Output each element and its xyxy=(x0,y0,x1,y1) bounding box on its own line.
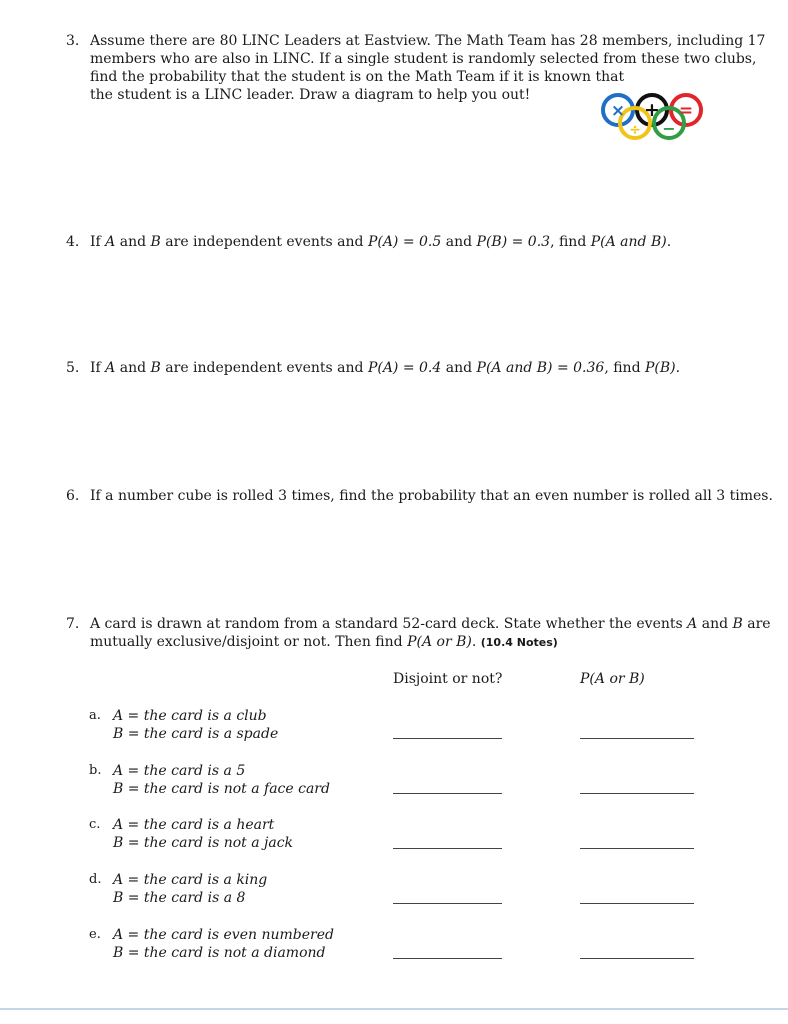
q5-target: P(B) xyxy=(644,360,676,376)
q7-line-1 xyxy=(90,615,771,633)
q7-line1-before: A card is drawn at random from a standard 52-card deck. State whether the events xyxy=(90,616,688,632)
q7d-letter: d. xyxy=(89,872,102,887)
q7d-event-b: B = the card is a 8 xyxy=(113,890,246,906)
col-header-probability: P(A or B) xyxy=(580,671,645,687)
q7-notes-ref: (10.4 Notes) xyxy=(480,636,558,649)
q4-text-before: If xyxy=(90,234,106,250)
q3-line-2: members who are also in LINC. If a single student is randomly selected from these two clubs, xyxy=(90,51,757,67)
q4-given-2: P(B) = 0.3 xyxy=(476,234,551,250)
q3-line-3: find the probability that the student is on the Math Team if it is known that xyxy=(90,69,625,85)
q7-line-2 xyxy=(90,633,558,652)
q5-end: . xyxy=(675,360,681,376)
q7b-letter: b. xyxy=(89,763,102,778)
q4-var-a: A xyxy=(105,234,116,250)
q7-line2-target: P(A or B) xyxy=(407,634,472,650)
q7-var-b: B xyxy=(732,616,743,632)
math-rings-logo-icon xyxy=(598,90,708,142)
q7-line1-after: are xyxy=(742,616,771,632)
q5-given-2: P(A and B) = 0.36 xyxy=(476,360,605,376)
q7-var-a: A xyxy=(687,616,698,632)
minus-symbol: − xyxy=(662,119,676,138)
q7c-event-a: A = the card is a heart xyxy=(113,817,275,833)
q4-text-find: , find xyxy=(550,234,591,250)
page-bottom-divider xyxy=(0,1008,788,1010)
q4-end: . xyxy=(666,234,672,250)
q5-text-and: and xyxy=(115,360,151,376)
q7a-letter: a. xyxy=(89,708,101,723)
q7e-event-a: A = the card is even numbered xyxy=(113,927,334,943)
q7b-event-a: A = the card is a 5 xyxy=(113,763,246,779)
q5-text-mid: are independent events and xyxy=(160,360,368,376)
q4-text-mid: are independent events and xyxy=(160,234,368,250)
q7-line1-and: and xyxy=(697,616,733,632)
q5-text xyxy=(90,359,680,377)
q7e-event-b: B = the card is not a diamond xyxy=(113,945,326,961)
q4-text xyxy=(90,233,671,251)
q7e-probability-blank[interactable] xyxy=(580,958,694,959)
times-symbol: × xyxy=(610,101,626,121)
q3-line-1: Assume there are 80 LINC Leaders at Eastview. The Math Team has 28 members, including 17 xyxy=(90,33,766,49)
q7a-event-a: A = the card is a club xyxy=(113,708,267,724)
q4-target: P(A and B) xyxy=(590,234,667,250)
q7c-letter: c. xyxy=(89,817,101,832)
q5-text-before: If xyxy=(90,360,106,376)
q7-number: 7. xyxy=(66,616,80,632)
q7-line2-before: mutually exclusive/disjoint or not. Then find xyxy=(90,634,408,650)
plus-symbol: + xyxy=(644,99,660,121)
q4-var-b: B xyxy=(150,234,161,250)
q5-number: 5. xyxy=(66,360,80,376)
q4-given-1: P(A) = 0.5 xyxy=(367,234,442,250)
divide-symbol: ÷ xyxy=(629,122,641,138)
equals-symbol: = xyxy=(678,101,694,121)
q5-text-find: , find xyxy=(604,360,645,376)
q7d-probability-blank[interactable] xyxy=(580,903,694,904)
q7e-disjoint-blank[interactable] xyxy=(393,958,502,959)
q7b-event-b: B = the card is not a face card xyxy=(113,781,330,797)
q7d-event-a: A = the card is a king xyxy=(113,872,268,888)
q7a-event-b: B = the card is a spade xyxy=(113,726,279,742)
q6-number: 6. xyxy=(66,488,80,504)
q7-line2-end: . xyxy=(471,634,481,650)
q3-number: 3. xyxy=(66,33,80,49)
q6-text: If a number cube is rolled 3 times, find the probability that an even number is rolled all 3 times. xyxy=(90,488,773,504)
q7a-probability-blank[interactable] xyxy=(580,738,694,739)
q7c-event-b: B = the card is not a jack xyxy=(113,835,294,851)
q7d-disjoint-blank[interactable] xyxy=(393,903,502,904)
q7b-probability-blank[interactable] xyxy=(580,793,694,794)
q3-line-4: the student is a LINC leader. Draw a diagram to help you out! xyxy=(90,87,531,103)
q7e-letter: e. xyxy=(89,927,101,942)
q4-number: 4. xyxy=(66,234,80,250)
q4-text-and: and xyxy=(115,234,151,250)
q5-given-1: P(A) = 0.4 xyxy=(367,360,442,376)
col-header-disjoint: Disjoint or not? xyxy=(393,671,503,687)
q5-var-b: B xyxy=(150,360,161,376)
q7b-disjoint-blank[interactable] xyxy=(393,793,502,794)
q5-var-a: A xyxy=(105,360,116,376)
q4-text-and2: and xyxy=(441,234,477,250)
q7c-disjoint-blank[interactable] xyxy=(393,848,502,849)
q7a-disjoint-blank[interactable] xyxy=(393,738,502,739)
q7c-probability-blank[interactable] xyxy=(580,848,694,849)
q5-text-and2: and xyxy=(441,360,477,376)
